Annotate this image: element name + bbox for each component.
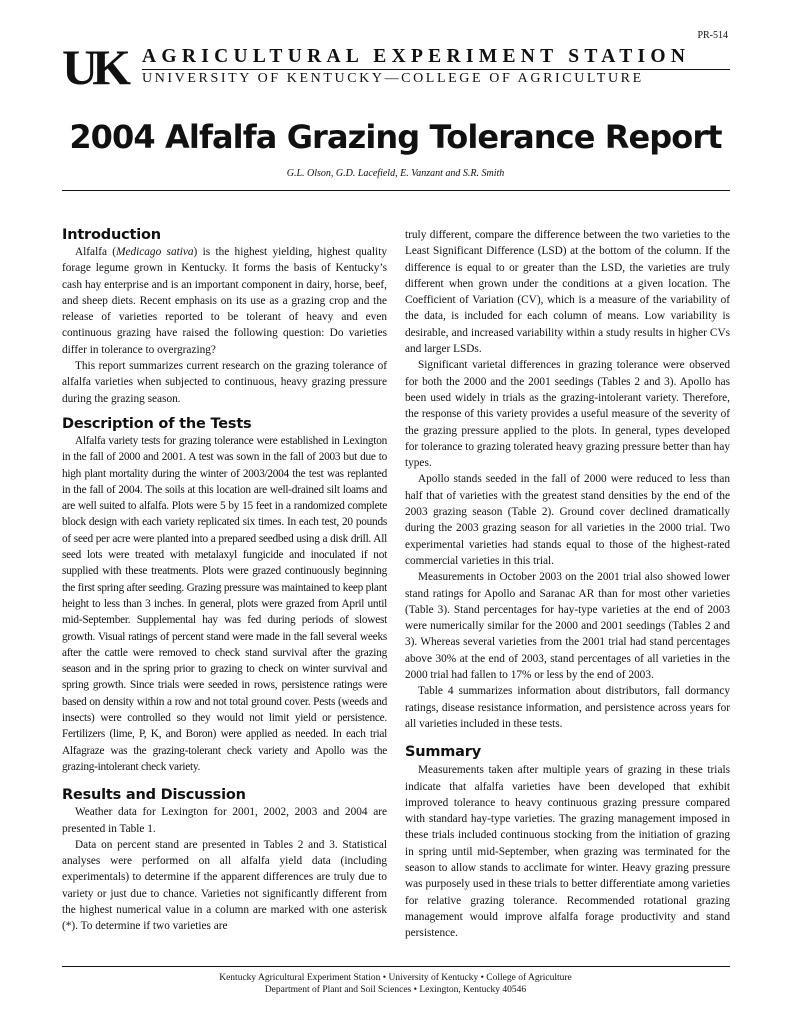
masthead-divider xyxy=(142,69,730,70)
footer-line-2: Department of Plant and Soil Sciences • Lexington, Kentucky 40546 xyxy=(264,985,527,995)
introduction-text-a: Alfalfa ( xyxy=(75,246,117,258)
footer xyxy=(0,972,791,996)
description-paragraph: Alfalfa variety tests for grazing tolerance were established in Lexington in the fall of 2000 and 2001. A test was sown in the fall of 2003 but due to high plant mortality during the winter of 2003/2004 the test was replanted in the fall of 2004. The soils at this location are well-drained silt loams and are well suited to alfalfa. Plots were 5 by 15 feet in a randomized complete block design with each variety replicated six times. In each test, 20 pounds of seed per acre were planted into a prepared seedbed using a disk drill. All seed lots were treated with metalaxyl fungicide and inoculated if not supplied with these treatments. Plots were grazed continuously beginning the first spring after seeding. Grazing pressure was maintained to keep plant height to less than 3 inches. In general, plots were grazed from April until mid-September. Supplemental hay was fed during periods of slowest growth. Visual ratings of percent stand were made in the fall several weeks after the cattle were removed to check stand survival after the grazing season and in the spring prior to grazing to check on winter survival and spring growth. Since trials were seeded in rows, persistence ratings were based on density within a row and not total ground cover. Pests (weeds and insects) were controlled so they would not limit yield or persistence. Fertilizers (lime, P, K, and Boron) were applied as needed. In each trial Alfagraze was the grazing-tolerant check variety and Apollo was the grazing-intolerant check variety. xyxy=(62,434,387,773)
station-title: AGRICULTURAL EXPERIMENT STATION xyxy=(142,46,691,67)
introduction-heading: Introduction xyxy=(62,227,161,243)
introduction-text-b: ) is the highest yielding, highest quality forage legume grown in Kentucky. It forms the basis of Kentucky’s cash hay enterprise and is an important component in dairy, horse, beef, and sheep diets. Recent emphasis on its use as a grazing crop and the release of varieties reported to be tolerant of heavy and even continuous grazing have raised the following question: Do varieties differ in tolerance to overgrazing? xyxy=(62,246,387,356)
results-paragraph-3: Significant varietal differences in grazing tolerance were observed for both the 2000 and the 2001 seedings (Tables 2 and 3). Apollo has been used widely in trials as the grazing-intolerant variety. Therefore, the response of this variety provides a useful measure of the severity of the grazing pressure applied to the plots. In general, types developed for tolerance to grazing tolerated heavy grazing pressure better than hay types. xyxy=(405,359,730,470)
introduction-paragraph xyxy=(62,244,387,358)
report-title: 2004 Alfalfa Grazing Tolerance Report xyxy=(69,118,722,156)
results-paragraph-2: Data on percent stand are presented in Tables 2 and 3. Statistical analyses were performed on all alfalfa yield data (including experimentals) to determine if the apparent differences are truly due to variety or just due to chance. Varieties not significantly different from the highest numerical value in a column are marked with one asterisk (*). To determine if two varieties are xyxy=(62,838,387,933)
university-line: UNIVERSITY OF KENTUCKY—COLLEGE OF AGRICULTURE xyxy=(142,71,644,86)
description-heading: Description of the Tests xyxy=(62,415,252,432)
introduction-paragraph-2: This report summarizes current research on the grazing tolerance of alfalfa varieties when subjected to continuous, heavy grazing pressure during the grazing season. xyxy=(62,360,387,405)
results-paragraph-4: Apollo stands seeded in the fall of 2000 were reduced to less than half that of varieties with the greatest stand densities by the end of the 2003 grazing season (Table 2). Ground cover declined dramatically during the 2003 grazing season for all varieties in the 2000 trial. Two experimental varieties had stands equal to those of the highest-rated commercial varieties in this trial. xyxy=(405,473,730,567)
uk-logo xyxy=(62,44,134,88)
summary-paragraph: Measurements taken after multiple years of grazing in these trials indicate that alfalfa varieties have been developed that exhibit improved tolerance to heavy continuous grazing pressure compared with standard hay-type varieties. The grazing management imposed in these trials included continuous stocking from the initiation of grazing in spring until mid-September, when grazing was terminated for the season to allow stands to acclimate for winter. Heavy grazing pressure was purposely used in these trials to better differentiate among varieties for relative grazing tolerance. Recommended rotational grazing management would improve alfalfa forage productivity and stand persistence. xyxy=(405,764,730,940)
summary-heading: Summary xyxy=(405,744,481,761)
footer-divider xyxy=(62,966,730,967)
species-name: Medicago sativa xyxy=(116,246,194,258)
title-divider xyxy=(62,190,730,191)
results-paragraph-5: Measurements in October 2003 on the 2001 trial also showed lower stand ratings for Apollo and Saranac AR than for most other varieties (Table 3). Stand percentages for hay-type varieties at the end of 2003 were numerically similar for the 2000 and 2001 seedings (Tables 2 and 3). Whereas several varieties from the 2001 trial had stand percentages above 30% at the end of 2003, stand percentages of all varieties in the 2000 trial had fallen to 17% or less by the end of 2003. xyxy=(405,571,730,682)
results-paragraph-2-continued: truly different, compare the difference between the two varieties to the Least Significant Difference (LSD) at the bottom of the column. If the difference is equal to or greater than the LSD, the varieties are truly different when grown under the conditions at a given location. The Coefficient of Variation (CV), which is a measure of the variability of the data, is included for each column of means. Low variability is desirable, and increased variability within a study results in higher CVs and larger LSDs. xyxy=(405,229,730,356)
right-column xyxy=(405,227,730,941)
report-number: PR-514 xyxy=(697,30,728,41)
results-heading: Results and Discussion xyxy=(62,787,246,804)
left-column xyxy=(62,227,387,935)
results-paragraph-1: Weather data for Lexington for 2001, 2002, 2003 and 2004 are presented in Table 1. xyxy=(62,806,387,835)
footer-line-1: Kentucky Agricultural Experiment Station • University of Kentucky • College of Agriculture xyxy=(219,973,572,983)
masthead xyxy=(62,44,730,90)
uk-logo-text: UK xyxy=(62,44,125,88)
authors: G.L. Olson, G.D. Lacefield, E. Vanzant and S.R. Smith xyxy=(286,168,505,179)
results-paragraph-6: Table 4 summarizes information about distributors, fall dormancy ratings, disease resistance information, and persistence across years for all varieties included in these tests. xyxy=(405,685,730,730)
